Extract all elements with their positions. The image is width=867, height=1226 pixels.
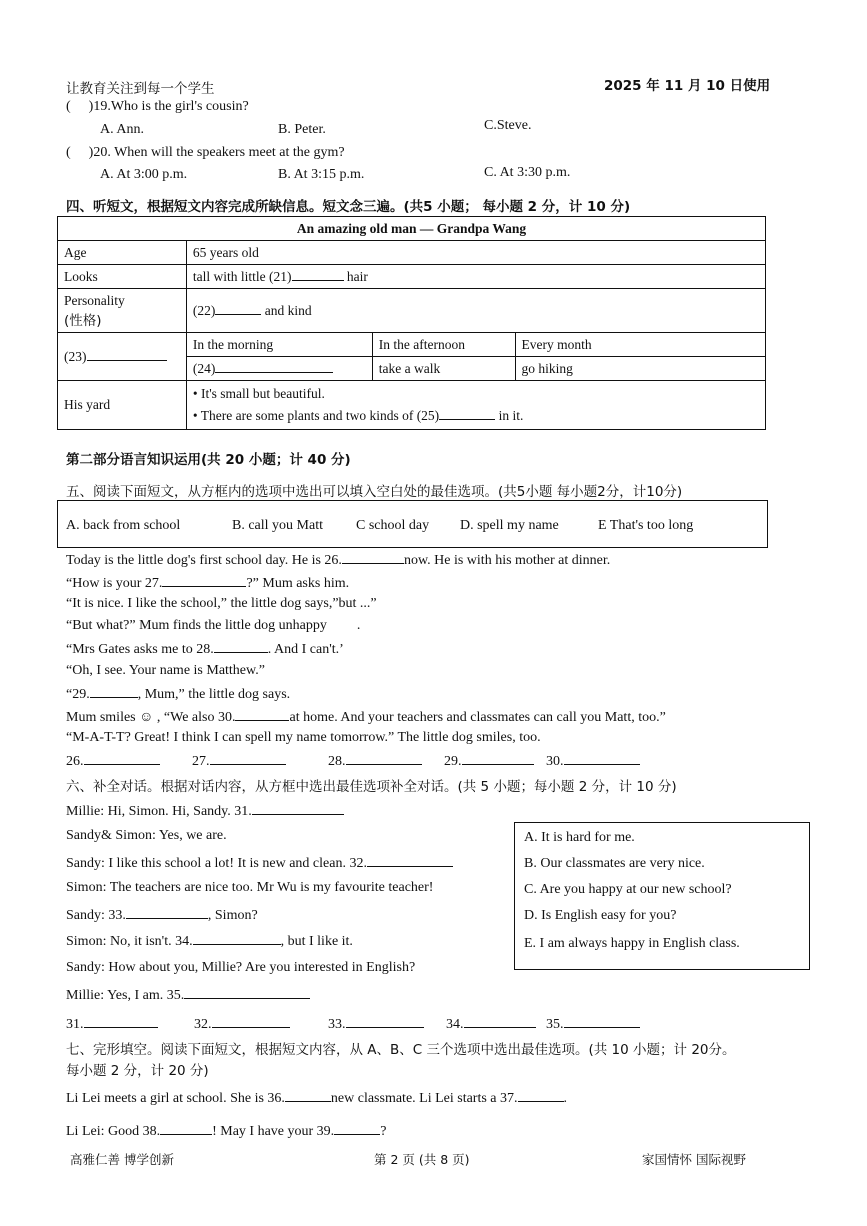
line-text: Li Lei: Good 38.	[66, 1124, 161, 1139]
month-header: Every month	[515, 333, 765, 357]
blank-21[interactable]	[292, 268, 344, 281]
answer-blank[interactable]	[464, 1015, 536, 1028]
header-motto: 让教育关注到每一个学生	[66, 81, 215, 97]
s5-answer-30	[546, 752, 640, 770]
s6-line-6	[66, 932, 353, 950]
looks-suffix: hair	[346, 269, 368, 284]
answer-blank[interactable]	[462, 752, 534, 765]
section-7-heading-2: 每小题 2 分，计 20 分)	[66, 1063, 209, 1079]
month-value: go hiking	[515, 357, 765, 381]
blank-34[interactable]	[193, 932, 281, 945]
s6-answer-31	[66, 1015, 158, 1033]
line-text: Today is the little dog's first school day. He is 26.	[66, 553, 342, 568]
answer-blank[interactable]	[346, 1015, 424, 1028]
row-23-label	[58, 333, 187, 381]
section-4-heading: 四、听短文，根据短文内容完成所缺信息。短文念三遍。(共5 小题； 每小题 2 分，计 10 分)	[66, 199, 631, 215]
answer-blank[interactable]	[84, 1015, 158, 1028]
s5-line-7	[66, 685, 290, 703]
line-text-post: . And I can't.’	[267, 642, 344, 657]
blank-28[interactable]	[214, 640, 268, 653]
answer-blank[interactable]	[212, 1015, 290, 1028]
blank-29[interactable]	[90, 685, 138, 698]
s5-answer-28	[328, 752, 422, 770]
answer-label: 26.	[66, 754, 84, 769]
line-text-post: ?	[380, 1124, 387, 1139]
line-text-post: , but I like it.	[280, 934, 353, 949]
s5-answer-27	[192, 752, 286, 770]
answer-paren-open: (	[66, 99, 71, 114]
morning-header: In the morning	[186, 333, 372, 357]
personality-suffix: and kind	[264, 303, 312, 318]
s5-answer-26	[66, 752, 160, 770]
line-text-post: , Mum,” the little dog says.	[137, 687, 291, 702]
blank-32[interactable]	[367, 854, 453, 867]
line-text: “But what?” Mum finds the little dog unhappy	[66, 618, 327, 633]
line-text-post: .	[563, 1091, 568, 1106]
part-2-heading: 第二部分语言知识运用(共 20 小题；计 40 分)	[66, 452, 351, 468]
answer-paren-close: )	[88, 99, 94, 114]
s6-line-1	[66, 802, 344, 820]
section-5-heading: 五、阅读下面短文，从方框内的选项中选出可以填入空白处的最佳选项。(共5小题 每小题2分，计10分)	[66, 484, 683, 500]
label-24: (24)	[192, 361, 216, 376]
section-7-heading: 七、完形填空。阅读下面短文，根据短文内容，从 A、B、C 三个选项中选出最佳选项。(共 10 小题；计 20分。	[66, 1042, 736, 1058]
answer-label: 31.	[66, 1017, 84, 1032]
age-value: 65 years old	[186, 241, 765, 265]
blank-31[interactable]	[252, 802, 344, 815]
q19-option-a: A. Ann.	[100, 122, 144, 137]
s6-line-5	[66, 906, 258, 924]
answer-label: 28.	[328, 754, 346, 769]
answer-label: 27.	[192, 754, 210, 769]
table-title: An amazing old man — Grandpa Wang	[58, 217, 766, 241]
s7-line-2	[66, 1122, 386, 1140]
line-text: Simon: No, it isn't. 34.	[66, 934, 193, 949]
s6-option-e: E. I am always happy in English class.	[524, 936, 740, 951]
s6-option-b: B. Our classmates are very nice.	[524, 856, 705, 871]
question-20	[66, 145, 345, 161]
grandpa-info-table	[57, 216, 766, 430]
blank-36[interactable]	[285, 1089, 331, 1102]
blank-33[interactable]	[126, 906, 208, 919]
line-text-post: .	[356, 618, 361, 633]
q20-option-c: C. At 3:30 p.m.	[484, 165, 571, 180]
answer-label: 34.	[446, 1017, 464, 1032]
looks-cell	[186, 265, 765, 289]
line-text-post: now. He is with his mother at dinner.	[403, 553, 611, 568]
blank-39[interactable]	[334, 1122, 380, 1135]
s6-answer-32	[194, 1015, 290, 1033]
yard-line-1: • It's small but beautiful.	[192, 386, 325, 401]
yard-line-2: • There are some plants and two kinds of (25)	[192, 408, 440, 423]
q19-option-c: C.Steve.	[484, 118, 532, 133]
answer-label: 30.	[546, 754, 564, 769]
answer-label: 32.	[194, 1017, 212, 1032]
q20-option-b: B. At 3:15 p.m.	[278, 167, 365, 182]
header-date: 2025 年 11 月 10 日使用	[604, 78, 771, 94]
personality-label	[58, 289, 187, 333]
s6-answer-33	[328, 1015, 424, 1033]
line-text: “29.	[66, 687, 90, 702]
s7-line-1	[66, 1089, 567, 1107]
personality-cell	[186, 289, 765, 333]
line-text: Mum smiles ☺ , “We also 30.	[66, 710, 236, 725]
answer-label: 29.	[444, 754, 462, 769]
line-text-mid: new classmate. Li Lei starts a 37.	[330, 1091, 518, 1106]
answer-blank[interactable]	[346, 752, 422, 765]
section-6-heading: 六、补全对话。根据对话内容，从方框中选出最佳选项补全对话。(共 5 小题；每小题 2 分，计 10 分)	[66, 779, 677, 795]
looks-label: Looks	[58, 265, 187, 289]
q20-option-a: A. At 3:00 p.m.	[100, 167, 188, 182]
personality-en: Personality	[64, 292, 125, 308]
line-text: “It is nice. I like the school,” the little dog says,”but ...”	[66, 596, 377, 611]
yard-line-2-suffix: in it.	[498, 408, 524, 423]
blank-22[interactable]	[215, 302, 261, 315]
s6-line-7	[66, 960, 415, 976]
line-text: Li Lei meets a girl at school. She is 36.	[66, 1091, 285, 1106]
s5-line-6	[66, 663, 265, 679]
s5-line-5	[66, 640, 344, 658]
s6-option-c: C. Are you happy at our new school?	[524, 882, 732, 897]
answer-label: 33.	[328, 1017, 346, 1032]
s6-option-a: A. It is hard for me.	[524, 830, 635, 845]
answer-label: 35.	[546, 1017, 564, 1032]
personality-prefix: (22)	[192, 303, 216, 318]
line-text: “M-A-T-T? Great! I think I can spell my name tomorrow.” The little dog smiles, too.	[66, 730, 541, 745]
s5-answer-29	[444, 752, 534, 770]
footer-page-number: 第 2 页 (共 8 页)	[374, 1152, 470, 1167]
blank-30[interactable]	[235, 708, 289, 721]
s5-option-c: C school day	[356, 518, 430, 533]
s6-answer-34	[446, 1015, 536, 1033]
line-text: Sandy: How about you, Millie? Are you interested in English?	[66, 960, 416, 975]
question-19	[66, 99, 249, 115]
question-19-stem: 19.Who is the girl's cousin?	[93, 99, 249, 114]
blank-24[interactable]	[215, 360, 333, 373]
answer-blank[interactable]	[564, 1015, 640, 1028]
footer-left: 高雅仁善 博学创新	[70, 1152, 174, 1167]
answer-blank[interactable]	[564, 752, 640, 765]
yard-label: His yard	[58, 381, 187, 430]
line-text: Sandy& Simon: Yes, we are.	[66, 828, 227, 843]
age-label: Age	[58, 241, 187, 265]
line-text: Millie: Hi, Simon. Hi, Sandy. 31.	[66, 804, 252, 819]
line-text-post: at home. And your teachers and classmates can call you Matt, too.”	[289, 710, 666, 725]
s5-line-9	[66, 730, 541, 746]
s5-line-8	[66, 708, 666, 726]
looks-prefix: tall with little (21)	[192, 269, 292, 284]
s5-line-3	[66, 596, 377, 612]
line-text: Millie: Yes, I am. 35.	[66, 988, 185, 1003]
blank-26[interactable]	[342, 551, 404, 564]
blank-27[interactable]	[162, 574, 246, 587]
s6-line-8	[66, 986, 310, 1004]
answer-blank[interactable]	[84, 752, 160, 765]
s5-option-e: E That's too long	[598, 518, 694, 533]
s6-line-2	[66, 828, 227, 844]
question-20-stem: 20. When will the speakers meet at the gym?	[93, 145, 345, 160]
line-text-post: ?” Mum asks him.	[246, 576, 350, 591]
s6-answer-35	[546, 1015, 640, 1033]
line-text-mid: ! May I have your 39.	[212, 1124, 335, 1139]
s5-line-2	[66, 574, 349, 592]
answer-paren-open: (	[66, 145, 71, 160]
s6-line-3	[66, 854, 453, 872]
s5-option-a: A. back from school	[66, 518, 181, 533]
answer-blank[interactable]	[210, 752, 286, 765]
s6-line-4	[66, 880, 433, 896]
yard-cell	[186, 381, 765, 430]
s5-line-1	[66, 551, 610, 569]
afternoon-header: In the afternoon	[372, 333, 515, 357]
footer-right: 家国情怀 国际视野	[642, 1152, 746, 1167]
line-text: Simon: The teachers are nice too. Mr Wu is my favourite teacher!	[66, 880, 434, 895]
s6-option-d: D. Is English easy for you?	[524, 908, 677, 923]
line-text-post: , Simon?	[207, 908, 258, 923]
blank-25[interactable]	[439, 407, 495, 420]
blank-37[interactable]	[518, 1089, 564, 1102]
line-text: “Oh, I see. Your name is Matthew.”	[66, 663, 265, 678]
q19-option-b: B. Peter.	[278, 122, 326, 137]
line-text: Sandy: 33.	[66, 908, 126, 923]
s5-option-d: D. spell my name	[460, 518, 559, 533]
personality-cn: (性格)	[64, 312, 102, 329]
line-text: “How is your 27.	[66, 576, 163, 591]
blank-23[interactable]	[87, 348, 167, 361]
line-text: “Mrs Gates asks me to 28.	[66, 642, 214, 657]
s5-option-b: B. call you Matt	[232, 518, 323, 533]
answer-paren-close: )	[88, 145, 94, 160]
morning-value	[186, 357, 372, 381]
line-text: Sandy: I like this school a lot! It is new and clean. 32.	[66, 856, 367, 871]
label-23: (23)	[64, 349, 87, 364]
s5-line-4	[66, 618, 360, 634]
blank-35[interactable]	[184, 986, 310, 999]
blank-38[interactable]	[160, 1122, 212, 1135]
afternoon-value: take a walk	[372, 357, 515, 381]
